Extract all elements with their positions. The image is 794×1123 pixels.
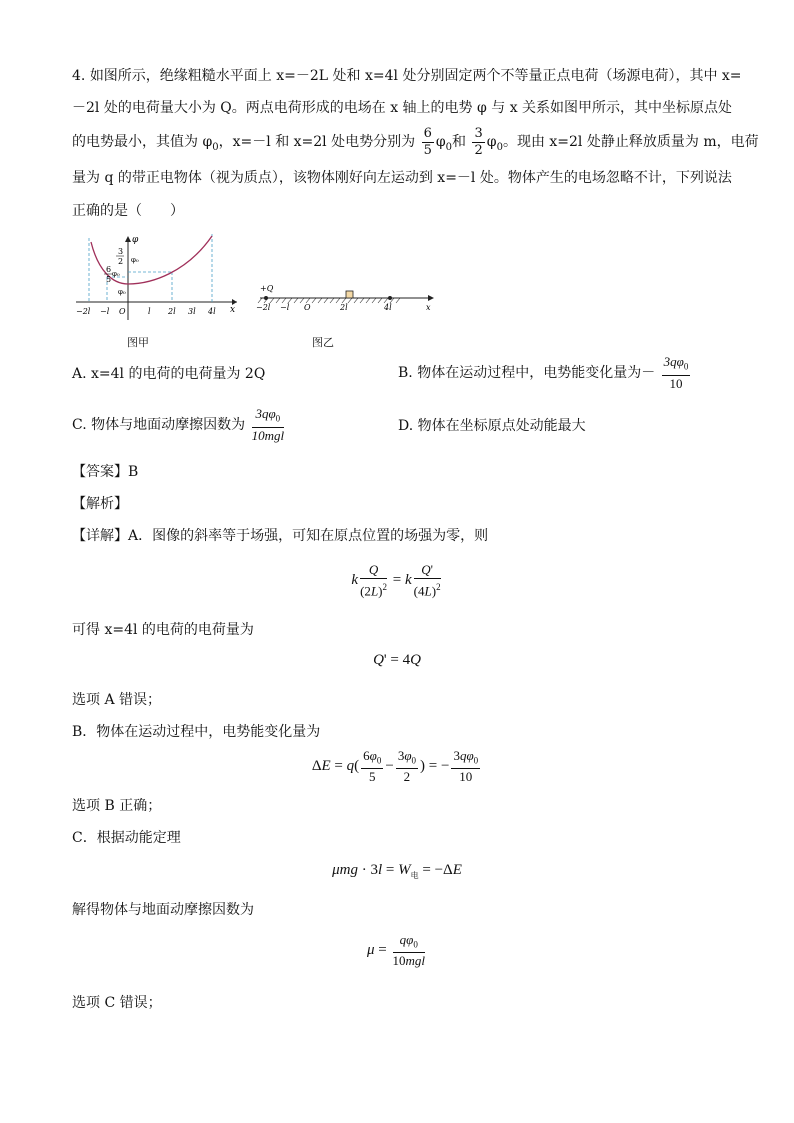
right-charge-label: +Q	[260, 284, 274, 293]
formula-friction-coefficient: μ = $\frac{q\varphi_0}{\text{10mgl}}$	[367, 931, 425, 969]
left-figure-caption: 图甲	[127, 336, 149, 349]
left-tick-origin: O	[119, 307, 126, 316]
detail-b-right: 选项 B 正确；	[72, 798, 162, 814]
formula-charge-result: Q' = 4Q	[373, 652, 421, 668]
svg-text:6: 6	[106, 265, 112, 274]
svg-text:3: 3	[118, 247, 124, 256]
detail-a-wrong: 选项 A 错误；	[72, 692, 162, 708]
formula-coulomb-balance: k $\frac{Q}{(2L)^2}$ = k $\frac{Q'}{(4L)^2}$	[351, 561, 441, 599]
right-tick-4l: 4l	[384, 303, 392, 312]
question-stem-1: 如图所示，绝缘粗糙水平面上 x=－2L 处和 x=4l 处分别固定两个不等量正点电荷（场源电荷），其中 x=	[89, 68, 742, 84]
right-axis-x-label: x	[426, 303, 431, 312]
left-axis-x-label: x	[230, 305, 236, 315]
analysis-label: 【解析】	[72, 496, 128, 512]
question-stem-2: －2l 处的电荷量大小为 Q。两点电荷形成的电场在 x 轴上的电势 φ 与 x 关系如图甲所示，其中坐标原点处	[72, 100, 733, 116]
detail-c-wrong: 选项 C 错误；	[72, 995, 162, 1011]
detail-b-text: B．物体在运动过程中，电势能变化量为	[72, 724, 321, 740]
option-a: A. x=4l 的电荷的电荷量为 2Q	[72, 366, 266, 382]
question-line-3: 的电势最小，其值为 $\varphi_0$，x=－l 和 x=2l 处电势分别为 $\frac{6}{5}$ $\varphi_0$和 $\frac{3}{2}$ $\varphi_0$。现由 x=2l 处静止释放质量为 m，电荷	[72, 125, 759, 158]
left-tick-neg2l: −2l	[76, 307, 91, 316]
option-b: B. 物体在运动过程中，电势能变化量为－ $\frac{3q\varphi_0}{10}$	[398, 354, 689, 391]
detail-c-text: C．根据动能定理	[72, 830, 181, 846]
left-tick-4l: 4l	[208, 307, 216, 316]
question-line-1	[72, 66, 742, 86]
fraction-6-5: $\frac{6}{5}$	[423, 125, 432, 158]
figure-setup-diagram	[254, 282, 440, 318]
left-tick-negl: −l	[100, 307, 110, 316]
svg-text:2: 2	[118, 257, 124, 266]
right-tick-origin: O	[304, 303, 311, 312]
option-c: C. 物体与地面动摩擦因数为 $\frac{3q\varphi_0}{\text{10mgl}}$	[72, 406, 285, 443]
svg-text:5: 5	[106, 275, 112, 284]
right-figure-caption: 图乙	[312, 336, 334, 349]
detail-charge-text: 可得 x=4l 的电荷的电荷量为	[72, 622, 254, 638]
formula-work-energy: $\mu mg \cdot 3l = W_电 = -\Delta E$	[332, 862, 462, 880]
left-tick-3l: 3l	[188, 307, 196, 316]
left-axis-y-label: φ	[132, 235, 139, 245]
formula-energy-change: ΔE = q( $\frac{6\varphi_0}{5}$ − $\frac{3\varphi_0}{2}$ ) = − $\frac{3q\varphi_0}{10}$	[311, 747, 479, 785]
right-tick-negl: −l	[280, 303, 290, 312]
question-number: 4.	[72, 68, 86, 84]
answer-value: B	[128, 464, 139, 480]
detail-intro: 【详解】A．图像的斜率等于场强，可知在原点位置的场强为零，则	[72, 528, 489, 544]
question-stem-5: 正确的是（ ）	[72, 203, 184, 219]
right-tick-2l: 2l	[340, 303, 348, 312]
svg-text:φ₀: φ₀	[131, 256, 139, 264]
left-tick-2l: 2l	[168, 307, 176, 316]
detail-c-solve: 解得物体与地面动摩擦因数为	[72, 902, 254, 918]
answer-line: 【答案】B	[72, 464, 139, 480]
fraction-3-2: $\frac{3}{2}$	[474, 125, 483, 158]
figure-potential-graph	[72, 232, 242, 322]
left-tick-l: l	[148, 307, 151, 316]
option-d: D. 物体在坐标原点处动能最大	[398, 418, 586, 434]
svg-text:φ₀: φ₀	[112, 270, 120, 278]
right-tick-neg2l: −2l	[256, 303, 271, 312]
question-stem-4: 量为 q 的带正电物体（视为质点），该物体刚好向左运动到 x=－l 处。物体产生的电场忽略不计，下列说法	[72, 170, 732, 186]
svg-text:φ₀: φ₀	[118, 288, 126, 296]
